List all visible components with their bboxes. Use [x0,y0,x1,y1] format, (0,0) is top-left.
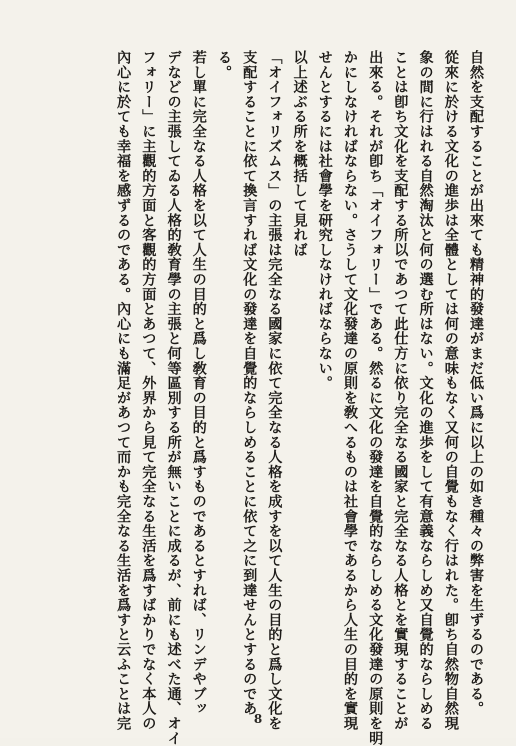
text-column: 出來る。それが卽ち「オイフォリー」である。然るに文化の發達を自覺的ならしめる文化發達の原則を明 [367,50,384,746]
text-column: 象の間に行はれる自然淘汰と何の選む所はない。文化の進歩をして有意義ならしめ又自覺的ならしめる [417,50,434,731]
text-column: ことは卽ち文化を支配する所以であつて此仕方に依り完全なる國家と完全なる人格とを實現することが [392,50,409,731]
text-column: 自然を支配することが出來ても精神的發達がまだ低い爲に以上の如き種々の弊害を生ずるのである。 [468,50,484,716]
text-column: フォリー」に主觀的方面と客觀的方面とあつて、外界から見て完全なる生活を爲すばかりでなく本人の [140,50,157,731]
body-text [110,50,488,746]
text-column: デなどの主張してゐる人格的敎育學の主張と何等區別する所が無いことに成るが、前にも述べた通、オイ [165,50,182,746]
text-column: 「オイフォリズムス」の主張は完全なる國家に依て完全なる人格を成すを以て人生の目的と爲し文化を [266,50,283,731]
text-column: る。 [215,50,232,80]
text-column: 從來に於ける文化の進歩は全體としては何の意味もなく又何の自覺もなく行はれた。卽ち自然物自然現 [442,50,459,731]
text-column: せんとするには社會學を研究しなければならない。 [316,50,333,391]
text-column: 內心に於ても幸福を感ずるのである。內心にも滿足があつて而かも完全なる生活を爲すと云ふことは完 [115,50,132,731]
text-column: 支配することに依て換言すれば文化の發達を自覺的ならしめることに依て之に到達せんとするのであ [241,50,258,716]
text-column: 若し單に完全なる人格を以て人生の目的と爲し敎育の目的と爲すものであるとすれば、リンデやブッ [190,50,207,716]
text-column: かにしなければならない。さうして文化發達の原則を敎へるものは社會學であるから人生の目的を實現 [341,50,358,731]
page-number: 8 [253,712,263,726]
text-column: 以上述ぶる所を概括して見れば [291,50,308,258]
